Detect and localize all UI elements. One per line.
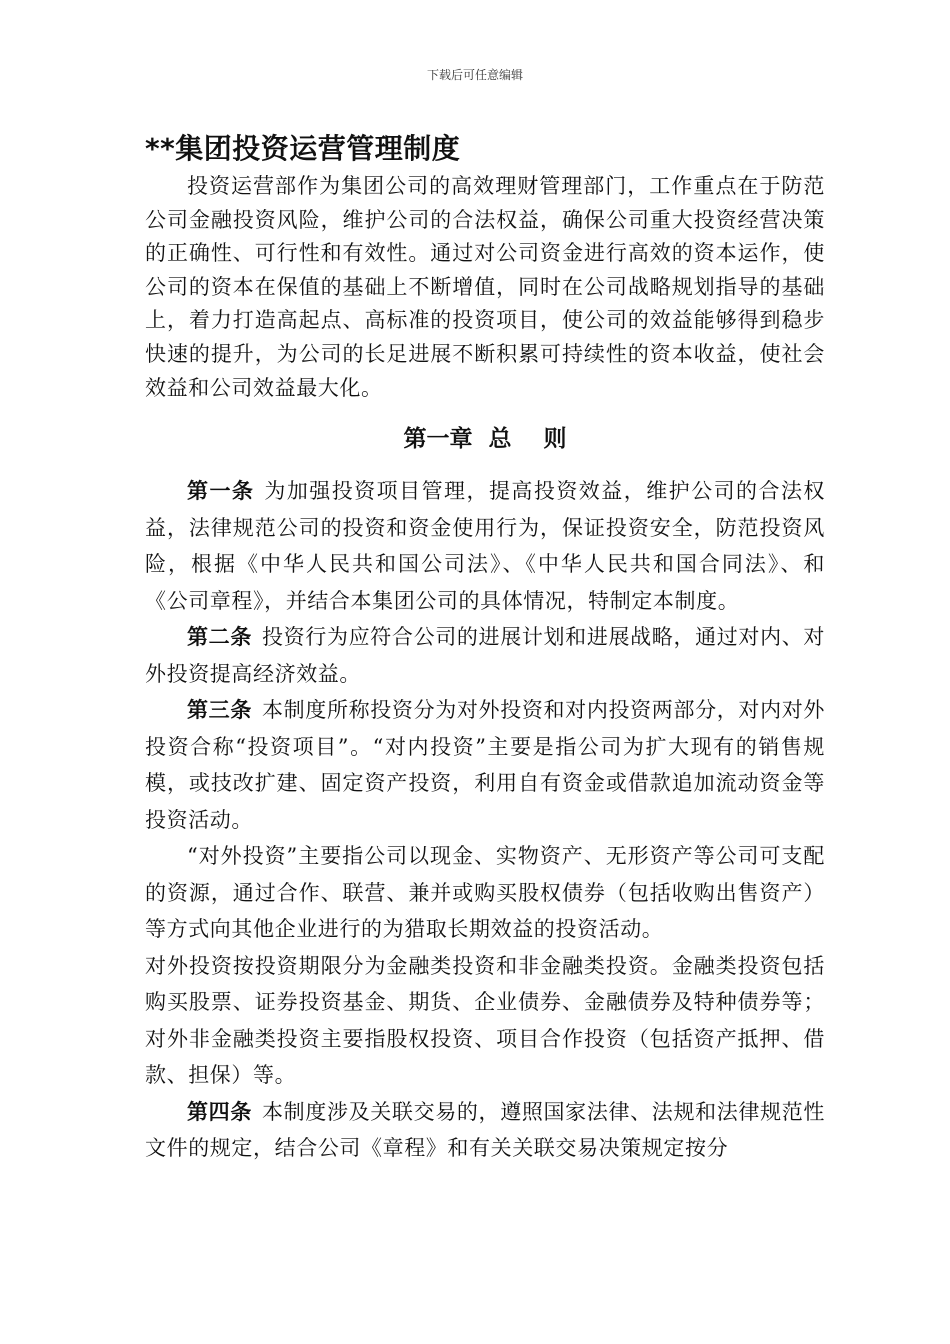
document-title: **集团投资运营管理制度 — [145, 132, 461, 165]
article-4-text: 本制度涉及关联交易的，遵照国家法律、法规和法律规范性文件的规定，结合公司《章程》和有关关联交易决策规定按分 — [145, 1099, 825, 1161]
external-investment-types-paragraph: 对外投资按投资期限分为金融类投资和非金融类投资。金融类投资包括购买股票、证券投资基金、期货、企业债券、金融债券及特种债券等；对外非金融类投资主要指股权投资、项目合作投资（包括资产抵押、借款、担保）等。 — [145, 953, 825, 1088]
article-4 — [145, 1094, 825, 1167]
intro-paragraph: 投资运营部作为集团公司的高效理财管理部门，工作重点在于防范公司金融投资风险，维护公司的合法权益，确保公司重大投资经营决策的正确性、可行性和有效性。通过对公司资金进行高效的资本运作，使公司的资本在保值的基础上不断增值，同时在公司战略规划指导的基础上，着力打造高起点、高标准的投资项目，使公司的效益能够得到稳步快速的提升，为公司的长足进展不断积累可持续性的资本收益，使社会效益和公司效益最大化。 — [145, 174, 825, 400]
article-2-label: 第二条 — [187, 625, 252, 650]
external-investment-paragraph: “对外投资”主要指公司以现金、实物资产、无形资产等公司可支配的资源，通过合作、联营、兼并或购买股权债券（包括收购出售资产）等方式向其他企业进行的为猎取长期效益的投资活动。 — [145, 844, 825, 942]
article-1-label: 第一条 — [187, 479, 255, 504]
article-3-text: 本制度所称投资分为对外投资和对内投资两部分，对内对外投资合称“投资项目”。“对内投资”主要是指公司为扩大现有的销售规模，或技改扩建、固定资产投资，利用自有资金或借款追加流动资金等投资活动。 — [145, 698, 825, 832]
article-3-label: 第三条 — [187, 698, 252, 723]
article-1-text: 为加强投资项目管理，提高投资效益，维护公司的合法权益，法律规范公司的投资和资金使用行为，保证投资安全，防范投资风险，根据《中华人民共和国公司法》、《中华人民共和国合同法》、和《公司章程》，并结合本集团公司的具体情况，特制定本制度。 — [145, 479, 825, 613]
article-2 — [145, 619, 825, 692]
header-note: 下载后可任意编辑 — [426, 68, 523, 82]
article-1 — [145, 473, 825, 619]
chapter-heading: 第一章 总 则 — [403, 426, 567, 453]
document-body — [145, 128, 825, 1167]
article-3 — [145, 692, 825, 838]
article-4-label: 第四条 — [187, 1099, 252, 1124]
article-2-text: 投资行为应符合公司的进展计划和进展战略，通过对内、对外投资提高经济效益。 — [145, 625, 825, 686]
